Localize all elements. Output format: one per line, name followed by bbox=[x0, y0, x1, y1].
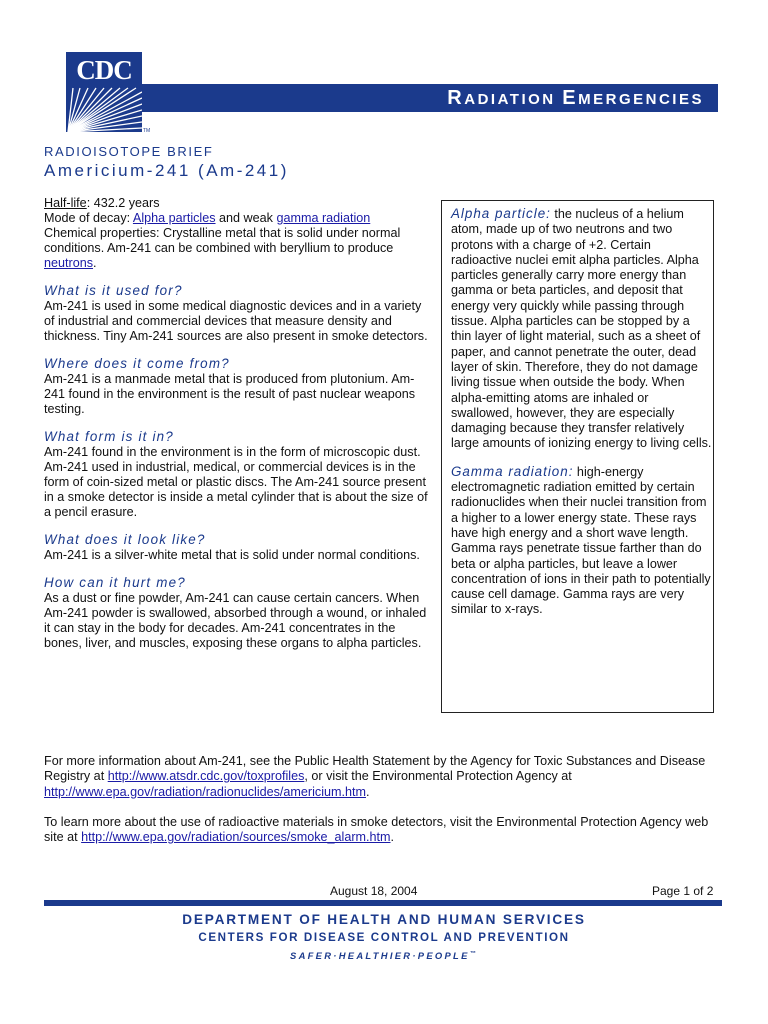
answer-form: Am-241 found in the environment is in the form of microscopic dust. Am-241 used in industrial, medical, or commercial devices is in the form of coin-sized metal or plastic discs. The Am-241 source present in a smoke detector is inside a metal cylinder that is about the size of a pencil erasure. bbox=[44, 445, 428, 519]
answer-appearance: Am-241 is a silver-white metal that is solid under normal conditions. bbox=[44, 548, 420, 562]
epa-smoke-alarm-link[interactable]: http://www.epa.gov/radiation/sources/smoke_alarm.htm bbox=[81, 830, 391, 845]
half-life-label: Half-life bbox=[44, 196, 87, 210]
half-life-line bbox=[44, 196, 432, 211]
epa-americium-link[interactable]: http://www.epa.gov/radiation/radionuclides/americium.htm bbox=[44, 784, 366, 799]
alpha-term: Alpha particle: bbox=[451, 206, 551, 221]
answer-harm: As a dust or fine powder, Am-241 can cause certain cancers. When Am-241 powder is swallowed, absorbed through a wound, or inhaled it can stay in the body for decades. Am-241 concentrates in the bones, liver, and muscles, exposing these organs to alpha particles. bbox=[44, 591, 427, 650]
gamma-term: Gamma radiation: bbox=[451, 463, 574, 479]
main-content bbox=[44, 196, 432, 651]
header-banner bbox=[142, 84, 718, 112]
header-title: RADIATION EMERGENCIES bbox=[447, 87, 704, 109]
brief-label: RADIOISOTOPE BRIEF bbox=[44, 144, 214, 159]
page-title: Americium-241 (Am-241) bbox=[44, 161, 289, 180]
page-number: Page 1 of 2 bbox=[652, 884, 714, 898]
trademark-mark: TM bbox=[143, 128, 151, 134]
glossary-alpha bbox=[451, 206, 713, 452]
more-information bbox=[44, 754, 724, 860]
question-harm: How can it hurt me? bbox=[44, 575, 186, 590]
question-uses: What is it used for? bbox=[44, 283, 183, 298]
glossary-gamma bbox=[451, 464, 713, 618]
answer-uses: Am-241 is used in some medical diagnostic devices and in a variety of industrial and commercial devices that measure density and thickness. Tiny Am-241 sources are also present in smoke detectors. bbox=[44, 299, 428, 343]
footer-date: August 18, 2004 bbox=[330, 884, 418, 898]
atsdr-link[interactable]: http://www.atsdr.cdc.gov/toxprofiles bbox=[107, 769, 305, 784]
gamma-definition: high-energy electromagnetic radiation emitted by certain radionuclides when their nuclei transition from a higher to a lower energy state. These rays have high energy and a short wave length. Gamma rays penetrate tissue farther than do beta or alpha particles, but leave a lower concentration of ions in their path to potentially cause cell damage. Gamma rays are very similar to x-rays. bbox=[451, 464, 711, 617]
question-origin: Where does it come from? bbox=[44, 356, 230, 371]
half-life-value: : 432.2 years bbox=[86, 196, 160, 210]
question-form: What form is it in? bbox=[44, 429, 174, 444]
glossary-sidebar bbox=[441, 200, 714, 713]
footer-centers: CENTERS FOR DISEASE CONTROL AND PREVENTION bbox=[198, 931, 570, 944]
cdc-logo-text: CDC bbox=[76, 55, 132, 85]
gamma-radiation-link[interactable]: gamma radiation bbox=[276, 211, 371, 225]
more-info-paragraph: For more information about Am-241, see the Public Health Statement by the Agency for Toxic Substances and Disease Registry at http://www.atsdr.cdc.gov/toxprofiles, or visit the Environmental Protection Agency at http://www.epa.gov/radiation/radionuclides/americium.htm. bbox=[44, 754, 706, 799]
smoke-detector-paragraph: To learn more about the use of radioactive materials in smoke detectors, visit the Environmental Protection Agency web site at http://www.epa.gov/radiation/sources/smoke_alarm.htm. bbox=[44, 814, 709, 845]
cdc-logo bbox=[66, 52, 142, 132]
alpha-particles-link[interactable]: Alpha particles bbox=[132, 211, 216, 225]
question-appearance: What does it look like? bbox=[44, 532, 206, 547]
alpha-definition: the nucleus of a helium atom, made up of two neutrons and two protons with a charge of +2. Certain radioactive nuclei emit alpha particles. Alpha particles generally carry more energy than gamma or beta particles, and deposit that energy very quickly while passing through tissue. Alpha particles can be stopped by a thin layer of light material, such as a sheet of paper, and cannot penetrate the outer, dead layer of skin. Therefore, they do not damage living tissue when outside the body. When alpha-emitting atoms are inhaled or swallowed, however, they are especially damaging because they transfer relatively large amounts of ionizing energy to living cells. bbox=[451, 207, 712, 451]
footer-department: DEPARTMENT OF HEALTH AND HUMAN SERVICES bbox=[182, 912, 586, 927]
footer-tagline: SAFER·HEALTHIER·PEOPLE™ bbox=[290, 950, 478, 961]
answer-origin: Am-241 is a manmade metal that is produced from plutonium. Am-241 found in the environment is the result of past nuclear weapons testing. bbox=[44, 372, 416, 416]
decay-line: Mode of decay: Alpha particles and weak gamma radiation bbox=[44, 211, 371, 225]
neutrons-link[interactable]: neutrons bbox=[44, 256, 94, 270]
chemical-properties: Chemical properties: Crystalline metal that is solid under normal conditions. Am-241 can be combined with beryllium to produce neutrons. bbox=[44, 226, 401, 270]
footer-divider bbox=[44, 900, 722, 906]
